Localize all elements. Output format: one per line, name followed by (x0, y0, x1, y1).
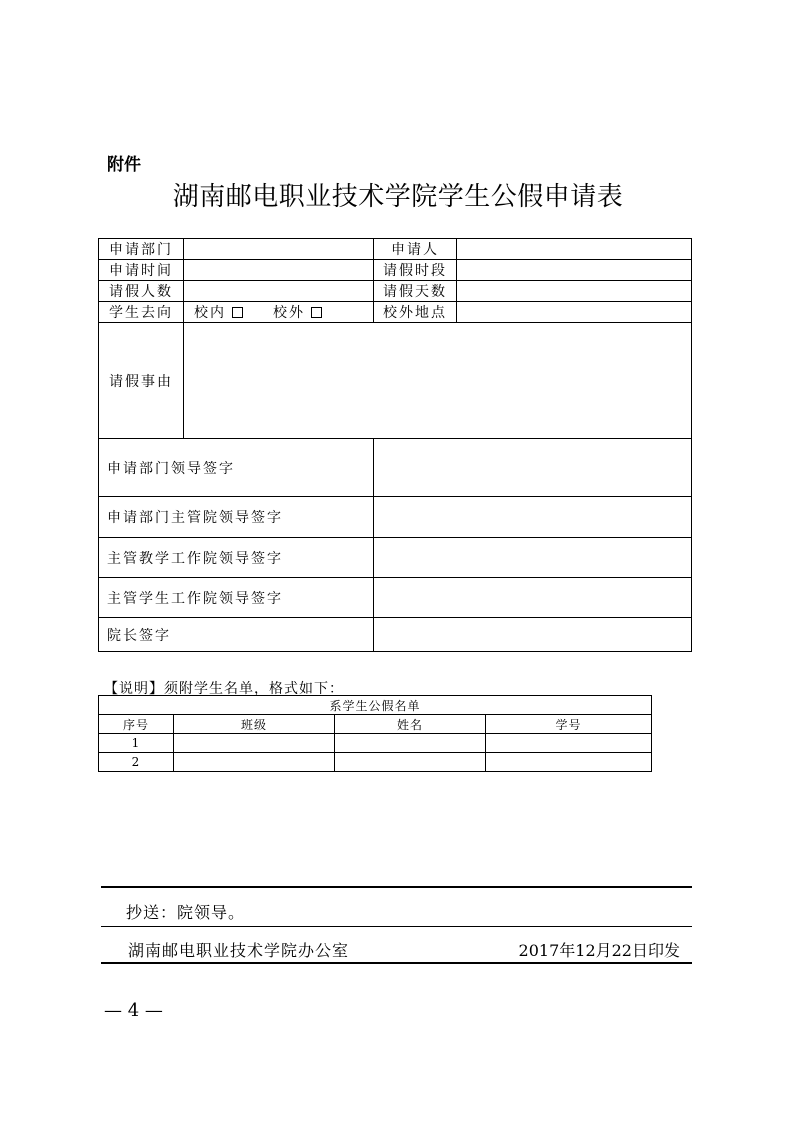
applicant-field[interactable] (457, 239, 692, 260)
off-campus-location-label: 校外地点 (374, 302, 457, 323)
on-campus-label: 校内 (194, 305, 226, 321)
cc-line: 抄送：院领导。 (126, 903, 246, 922)
roster-name-cell[interactable] (335, 734, 486, 753)
apply-dept-label: 申请部门 (99, 239, 184, 260)
off-campus-option[interactable] (273, 305, 322, 321)
leave-days-label: 请假天数 (374, 281, 457, 302)
page-number: — 4 — (104, 1000, 163, 1021)
form-title: 湖南邮电职业技术学院学生公假申请表 (172, 182, 624, 212)
form-row-count (99, 281, 692, 302)
leave-application-form (98, 238, 692, 652)
apply-dept-field[interactable] (184, 239, 374, 260)
signature-row (99, 497, 692, 538)
signature-row (99, 538, 692, 578)
dept-leader-signature-label: 申请部门领导签字 (99, 439, 374, 497)
roster-header-student-id: 学号 (486, 715, 652, 734)
off-campus-location-field[interactable] (457, 302, 692, 323)
applicant-label: 申请人 (374, 239, 457, 260)
attachment-label: 附件 (107, 155, 141, 175)
off-campus-label: 校外 (273, 305, 305, 321)
roster-header-class: 班级 (174, 715, 335, 734)
form-row-reason (99, 323, 692, 439)
leave-period-label: 请假时段 (374, 260, 457, 281)
destination-options (184, 302, 374, 323)
roster-title-row (99, 696, 652, 715)
footer-middle-rule (101, 926, 692, 927)
leave-days-field[interactable] (457, 281, 692, 302)
roster-name-cell[interactable] (335, 753, 486, 772)
table-row (99, 753, 652, 772)
roster-header-row (99, 715, 652, 734)
print-date: 2017年12月22日印发 (518, 941, 680, 960)
table-row (99, 734, 652, 753)
president-signature-label: 院长签字 (99, 618, 374, 652)
form-row-time (99, 260, 692, 281)
leave-count-field[interactable] (184, 281, 374, 302)
student-roster-table (98, 695, 652, 772)
on-campus-checkbox[interactable] (232, 307, 243, 318)
reason-field[interactable] (184, 323, 692, 439)
reason-label: 请假事由 (99, 323, 184, 439)
form-row-destination (99, 302, 692, 323)
form-row-dept (99, 239, 692, 260)
teaching-leader-signature-field[interactable] (374, 538, 692, 578)
signature-row (99, 618, 692, 652)
on-campus-option[interactable] (194, 305, 243, 321)
roster-student-id-cell[interactable] (486, 753, 652, 772)
roster-class-cell[interactable] (174, 734, 335, 753)
signature-row (99, 578, 692, 618)
roster-title: 系学生公假名单 (99, 696, 652, 715)
dept-supervisor-signature-label: 申请部门主管院领导签字 (99, 497, 374, 538)
dept-leader-signature-field[interactable] (374, 439, 692, 497)
roster-row-number: 2 (99, 753, 174, 772)
leave-period-field[interactable] (457, 260, 692, 281)
roster-header-no: 序号 (99, 715, 174, 734)
student-affairs-leader-signature-field[interactable] (374, 578, 692, 618)
instruction-note: 【说明】须附学生名单，格式如下： (104, 681, 344, 697)
roster-class-cell[interactable] (174, 753, 335, 772)
leave-count-label: 请假人数 (99, 281, 184, 302)
off-campus-checkbox[interactable] (311, 307, 322, 318)
issuing-office: 湖南邮电职业技术学院办公室 (128, 941, 350, 960)
signature-row (99, 439, 692, 497)
apply-time-label: 申请时间 (99, 260, 184, 281)
teaching-leader-signature-label: 主管教学工作院领导签字 (99, 538, 374, 578)
president-signature-field[interactable] (374, 618, 692, 652)
destination-label: 学生去向 (99, 302, 184, 323)
dept-supervisor-signature-field[interactable] (374, 497, 692, 538)
student-affairs-leader-signature-label: 主管学生工作院领导签字 (99, 578, 374, 618)
footer-top-rule (101, 886, 692, 888)
roster-student-id-cell[interactable] (486, 734, 652, 753)
footer-bottom-rule (101, 962, 692, 964)
apply-time-field[interactable] (184, 260, 374, 281)
roster-header-name: 姓名 (335, 715, 486, 734)
roster-row-number: 1 (99, 734, 174, 753)
